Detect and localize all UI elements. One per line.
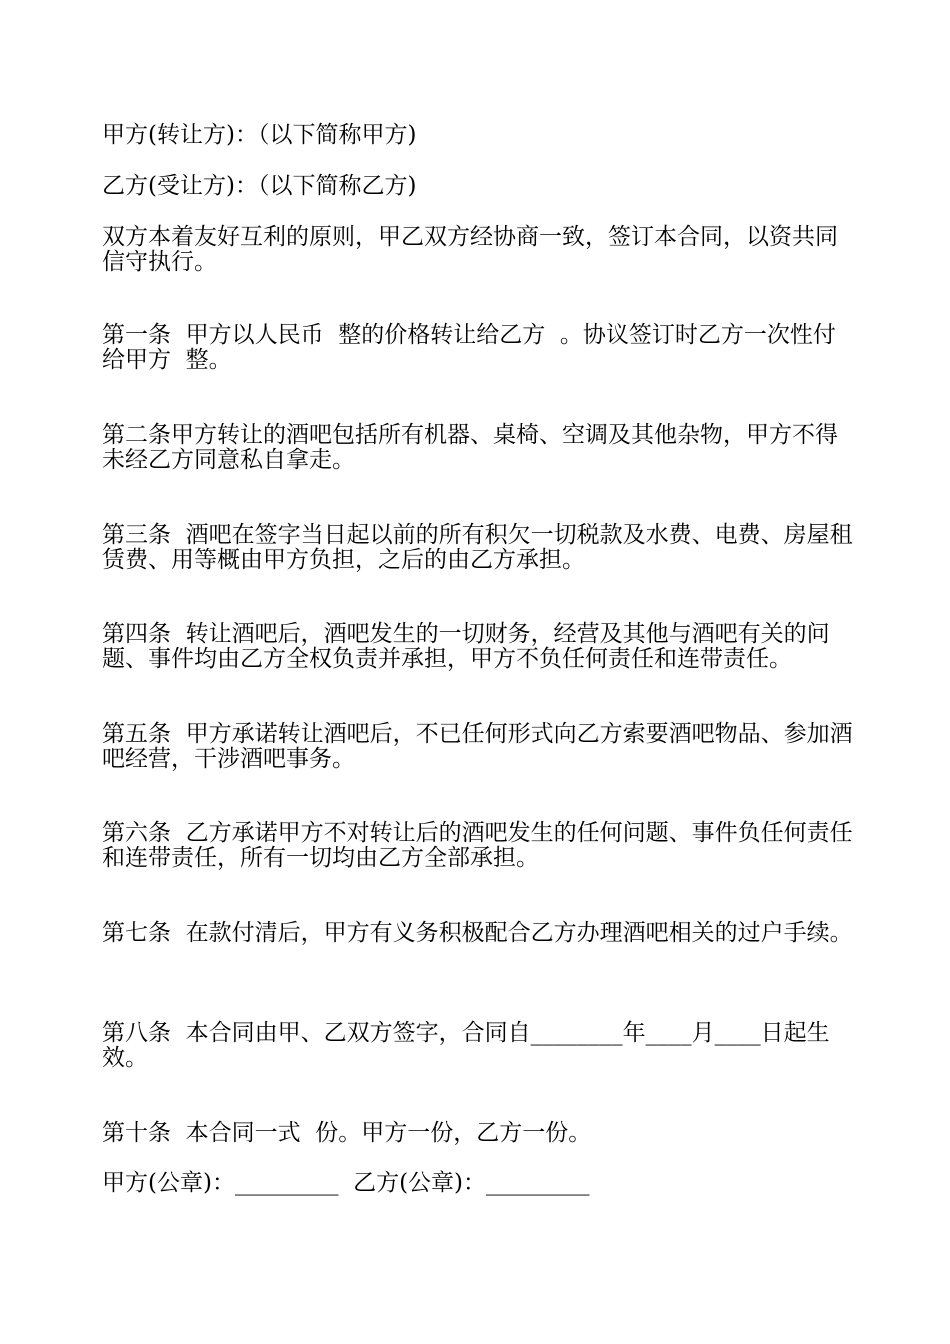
article-1: 第一条 甲方以人民币 整的价格转让给乙方 。协议签订时乙方一次性付给甲方 整。 <box>102 322 836 373</box>
intro-paragraph: 双方本着友好互利的原则，甲乙双方经协商一致，签订本合同，以资共同信守执行。 <box>102 224 838 275</box>
article-7: 第七条 在款付清后，甲方有义务积极配合乙方办理酒吧相关的过户手续。 <box>102 920 853 946</box>
article-8: 第八条 本合同由甲、乙双方签字，合同自________年____月____日起生效。 <box>102 1020 830 1071</box>
article-2: 第二条甲方转让的酒吧包括所有机器、桌椅、空调及其他杂物，甲方不得未经乙方同意私自拿走。 <box>102 422 838 473</box>
article-6: 第六条 乙方承诺甲方不对转让后的酒吧发生的任何问题、事件负任何责任和连带责任，所有一切均由乙方全部承担。 <box>102 820 853 871</box>
party-a-line: 甲方(转让方)：（以下简称甲方) <box>102 122 417 148</box>
party-b-line: 乙方(受让方)：（以下简称乙方) <box>102 173 417 199</box>
article-5: 第五条 甲方承诺转让酒吧后，不已任何形式向乙方索要酒吧物品、参加酒吧经营，干涉酒吧事务。 <box>102 721 853 772</box>
article-4: 第四条 转让酒吧后，酒吧发生的一切财务，经营及其他与酒吧有关的问题、事件均由乙方全权负责并承担，甲方不负任何责任和连带责任。 <box>102 621 830 672</box>
article-3: 第三条 酒吧在签字当日起以前的所有积欠一切税款及水费、电费、房屋租赁费、用等概由甲方负担，之后的由乙方承担。 <box>102 522 853 573</box>
signature-line: 甲方(公章)：_________ 乙方(公章)：_________ <box>102 1170 590 1196</box>
article-10: 第十条 本合同一式 份。甲方一份，乙方一份。 <box>102 1120 592 1146</box>
